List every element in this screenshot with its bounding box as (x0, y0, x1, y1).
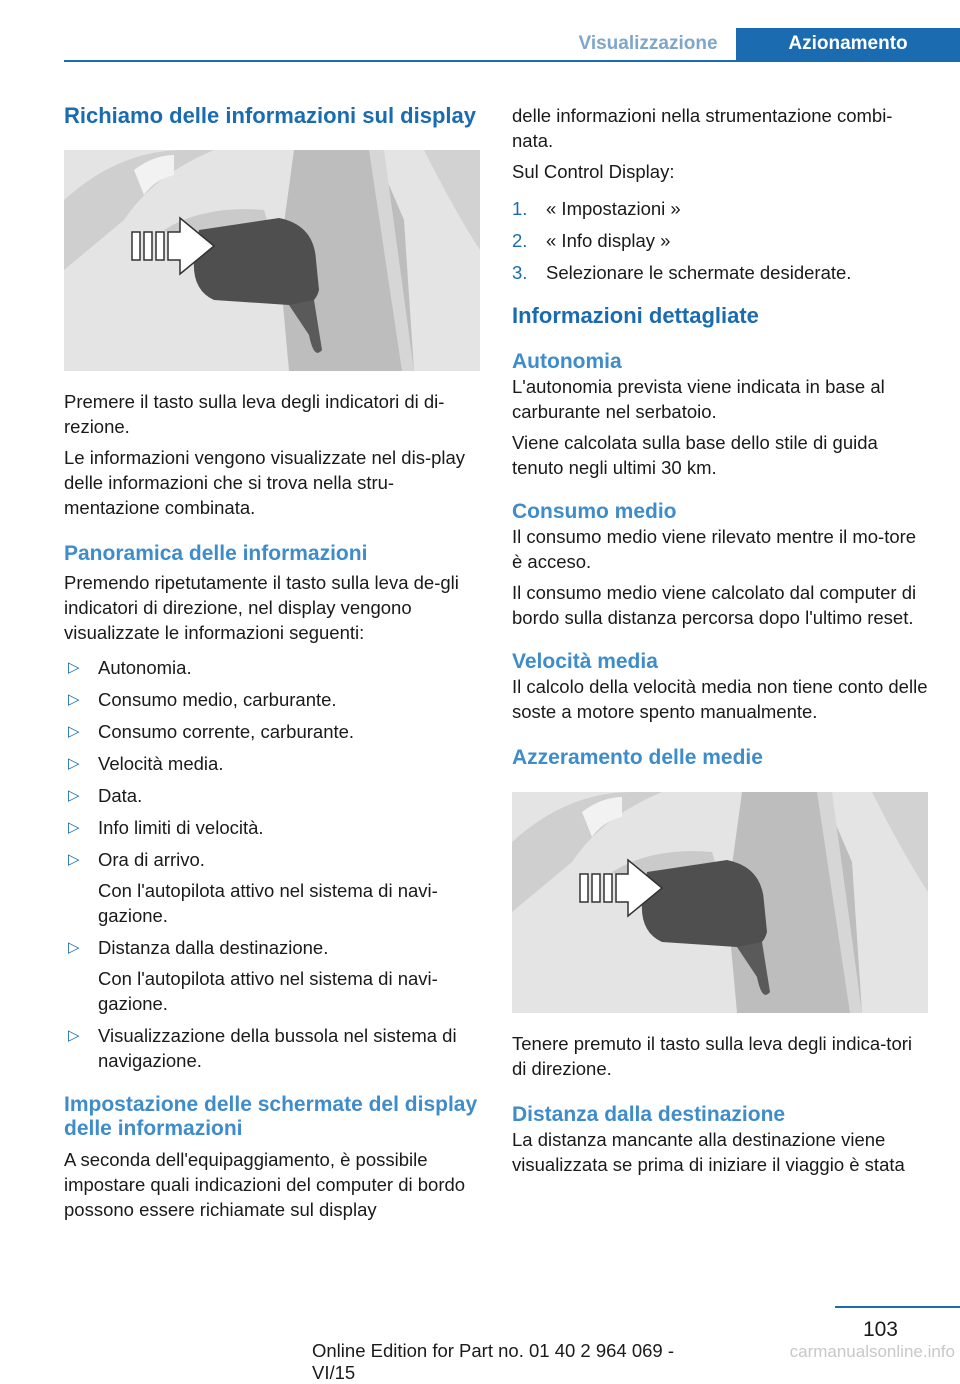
list-item: 2. « Info display » (512, 230, 671, 251)
list-item: ▷ Ora di arrivo. Con l'autopilota attivo nel sistema di navi‐gazione. (64, 847, 480, 928)
section-title-settings: Impostazione delle schermate del display delle informazioni (64, 1093, 478, 1140)
paragraph: Tenere premuto il tasto sulla leva degli indica‐tori di direzione. (512, 1033, 913, 1079)
list-item: ▷ Info limiti di velocità. (68, 817, 264, 838)
subsection-title-distance: Distanza dalla destinazione (512, 1103, 786, 1126)
paragraph: Premendo ripetutamente il tasto sulla leva de‐gli indicatori di direzione, nel display vengono visualizzate le informazioni seguenti: (64, 572, 459, 643)
chapter-tab[interactable]: Azionamento (736, 28, 960, 62)
list-item: ▷ Consumo corrente, carburante. (68, 721, 355, 742)
step-number: 1. (512, 198, 528, 219)
list-item: ▷ Autonomia. (68, 657, 192, 678)
step-number: 2. (512, 230, 528, 251)
watermark: carmanualsonline.info (789, 1342, 955, 1361)
list-item-note: Con l'autopilota attivo nel sistema di navi‐gazione. (98, 880, 438, 926)
list-item: ▷ Data. (68, 785, 143, 806)
subsection-title-reset-averages: Azzeramento delle medie (512, 746, 763, 769)
section-tab[interactable]: Visualizzazione (578, 33, 718, 54)
triangle-bullet-icon: ▷ (68, 819, 80, 836)
list-item: 3. Selezionare le schermate desiderate. (512, 262, 852, 283)
triangle-bullet-icon: ▷ (68, 691, 80, 708)
footer-divider (835, 1306, 960, 1308)
paragraph: La distanza mancante alla destinazione viene visualizzata se prima di iniziare il viaggio è stata (512, 1129, 905, 1175)
triangle-bullet-icon: ▷ (68, 659, 80, 676)
paragraph: L'autonomia prevista viene indicata in base al carburante nel serbatoio. (512, 376, 885, 422)
paragraph: Premere il tasto sulla leva degli indicatori di di‐rezione. (64, 391, 445, 437)
triangle-bullet-icon: ▷ (68, 755, 80, 772)
list-item: ▷ Consumo medio, carburante. (68, 689, 337, 710)
list-item-note: Con l'autopilota attivo nel sistema di navi‐gazione. (98, 968, 438, 1014)
triangle-bullet-icon: ▷ (68, 723, 80, 740)
list-item: ▷ Distanza dalla destinazione. Con l'autopilota attivo nel sistema di navi‐gazione. (64, 935, 480, 1016)
paragraph: delle informazioni nella strumentazione combi‐nata. (512, 105, 893, 151)
edition-note: Online Edition for Part no. 01 40 2 964 069 - VI/15 (312, 1340, 675, 1383)
triangle-bullet-icon: ▷ (68, 939, 80, 956)
triangle-bullet-icon: ▷ (68, 1027, 80, 1044)
turn-signal-lever-image (512, 792, 928, 1013)
subsection-title-range: Autonomia (512, 350, 622, 373)
paragraph: Il consumo medio viene rilevato mentre il mo‐tore è acceso. (512, 526, 917, 572)
paragraph: Viene calcolata sulla base dello stile di guida tenuto negli ultimi 30 km. (512, 432, 878, 478)
triangle-bullet-icon: ▷ (68, 787, 80, 804)
header-divider (64, 60, 960, 62)
paragraph: Sul Control Display: (512, 161, 675, 182)
list-item: ▷ Velocità media. (68, 753, 224, 774)
section-title-details: Informazioni dettagliate (512, 303, 759, 328)
section-title-overview: Panoramica delle informazioni (64, 542, 368, 565)
subsection-title-avg-consumption: Consumo medio (512, 500, 677, 523)
info-list (64, 655, 480, 1073)
paragraph: Il calcolo della velocità media non tiene conto delle soste a motore spento manualmente. (512, 676, 928, 722)
paragraph: Le informazioni vengono visualizzate nel dis‐play delle informazioni che si trova nella stru‐mentazione combinata. (64, 447, 466, 518)
right-column (512, 103, 928, 1177)
left-column (64, 103, 480, 1222)
subsection-title-avg-speed: Velocità media (512, 650, 658, 673)
page-number: 103 (862, 1318, 898, 1341)
paragraph: Il consumo medio viene calcolato dal computer di bordo sulla distanza percorsa dopo l'ultimo reset. (512, 582, 917, 628)
step-number: 3. (512, 262, 528, 283)
section-title-recall-display: Richiamo delle informazioni sul display (64, 103, 476, 128)
turn-signal-lever-image (64, 150, 480, 371)
list-item: 1. « Impostazioni » (512, 198, 681, 219)
triangle-bullet-icon: ▷ (68, 851, 80, 868)
paragraph: A seconda dell'equipaggiamento, è possibile impostare quali indicazioni del computer di bordo possono essere richiamate sul display (64, 1149, 466, 1220)
list-item: ▷ Visualizzazione della bussola nel sistema di navigazione. (68, 1025, 457, 1071)
steps-list (512, 196, 928, 285)
page-header (0, 0, 960, 62)
